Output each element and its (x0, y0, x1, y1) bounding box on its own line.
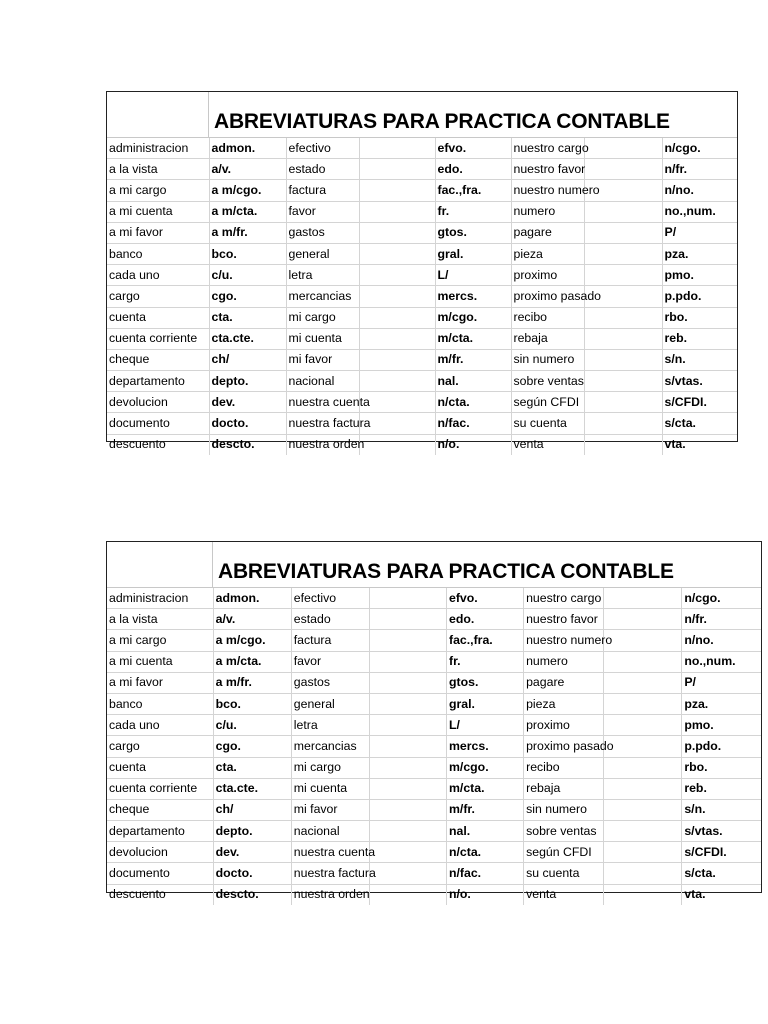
empty-cell (369, 863, 446, 884)
term-cell: nuestra cuenta (286, 392, 359, 413)
abbreviation-cell: n/cgo. (682, 588, 761, 609)
empty-cell (369, 693, 446, 714)
empty-cell (604, 736, 682, 757)
table-row (107, 651, 761, 672)
term-cell: cada uno (107, 265, 209, 286)
term-cell: descuento (107, 884, 213, 905)
table-row (107, 715, 761, 736)
title-blank-cell (107, 92, 209, 137)
abbreviation-cell: n/fac. (446, 863, 523, 884)
abbreviation-cell: vta. (682, 884, 761, 905)
abbreviation-cell: pmo. (662, 265, 737, 286)
abbreviation-cell: gral. (435, 243, 511, 264)
empty-cell (359, 434, 435, 455)
term-cell: nuestro cargo (524, 588, 604, 609)
empty-cell (584, 159, 662, 180)
table-row (107, 609, 761, 630)
term-cell: administracion (107, 138, 209, 159)
empty-cell (604, 609, 682, 630)
term-cell: nacional (291, 821, 369, 842)
term-cell: letra (291, 715, 369, 736)
abbreviation-cell: p.pdo. (682, 736, 761, 757)
empty-cell (584, 265, 662, 286)
empty-cell (359, 307, 435, 328)
abbreviation-cell: n/cta. (446, 842, 523, 863)
table-row (107, 821, 761, 842)
term-cell: cuenta (107, 307, 209, 328)
abbreviation-cell: nal. (435, 371, 511, 392)
term-cell: sobre ventas (524, 821, 604, 842)
empty-cell (604, 630, 682, 651)
empty-cell (604, 715, 682, 736)
sheet-title: ABREVIATURAS PARA PRACTICA CONTABLE (218, 560, 674, 583)
abbreviation-cell: m/cgo. (446, 757, 523, 778)
term-cell: venta (511, 434, 584, 455)
term-cell: pagare (511, 222, 584, 243)
term-cell: numero (511, 201, 584, 222)
abbreviation-cell: n/o. (435, 434, 511, 455)
abbreviation-cell: a m/cta. (213, 651, 291, 672)
abbreviation-cell: p.pdo. (662, 286, 737, 307)
abbreviation-cell: n/o. (446, 884, 523, 905)
term-cell: cheque (107, 349, 209, 370)
term-cell: a mi cuenta (107, 651, 213, 672)
table-row (107, 863, 761, 884)
term-cell: su cuenta (511, 413, 584, 434)
term-cell: nuestra factura (291, 863, 369, 884)
abbreviation-cell: mercs. (446, 736, 523, 757)
abbreviation-cell: cta.cte. (213, 778, 291, 799)
abbreviation-cell: docto. (213, 863, 291, 884)
term-cell: sin numero (511, 349, 584, 370)
abbreviations-table (107, 588, 761, 905)
abbreviation-cell: cta. (213, 757, 291, 778)
term-cell: efectivo (286, 138, 359, 159)
abbreviation-cell: vta. (662, 434, 737, 455)
table-row (107, 413, 737, 434)
term-cell: venta (524, 884, 604, 905)
abbreviation-cell: mercs. (435, 286, 511, 307)
title-row (107, 542, 761, 588)
abbreviation-cell: s/cta. (682, 863, 761, 884)
table-row (107, 222, 737, 243)
term-cell: departamento (107, 371, 209, 392)
table-row (107, 757, 761, 778)
term-cell: a la vista (107, 609, 213, 630)
table-row (107, 434, 737, 455)
term-cell: pieza (511, 243, 584, 264)
term-cell: nacional (286, 371, 359, 392)
term-cell: descuento (107, 434, 209, 455)
empty-cell (359, 138, 435, 159)
empty-cell (369, 778, 446, 799)
abbreviations-sheet-2 (106, 541, 762, 902)
abbreviation-cell: pza. (662, 243, 737, 264)
empty-cell (604, 799, 682, 820)
table-row (107, 630, 761, 651)
abbreviation-cell: edo. (435, 159, 511, 180)
empty-cell (359, 371, 435, 392)
abbreviation-cell: c/u. (209, 265, 286, 286)
table-row (107, 588, 761, 609)
term-cell: sin numero (524, 799, 604, 820)
term-cell: proximo pasado (511, 286, 584, 307)
abbreviation-cell: a m/cgo. (209, 180, 286, 201)
empty-cell (604, 884, 682, 905)
table-row (107, 693, 761, 714)
term-cell: proximo (511, 265, 584, 286)
abbreviation-cell: reb. (662, 328, 737, 349)
empty-cell (584, 392, 662, 413)
term-cell: nuestro cargo (511, 138, 584, 159)
term-cell: documento (107, 863, 213, 884)
empty-cell (584, 307, 662, 328)
term-cell: numero (524, 651, 604, 672)
term-cell: nuestra orden (286, 434, 359, 455)
abbreviation-cell: n/no. (682, 630, 761, 651)
abbreviation-cell: m/cta. (446, 778, 523, 799)
abbreviation-cell: gtos. (435, 222, 511, 243)
term-cell: según CFDI (524, 842, 604, 863)
term-cell: a mi cargo (107, 630, 213, 651)
abbreviation-cell: s/n. (662, 349, 737, 370)
table-row (107, 778, 761, 799)
abbreviation-cell: descto. (209, 434, 286, 455)
empty-cell (369, 672, 446, 693)
table-row (107, 138, 737, 159)
term-cell: recibo (524, 757, 604, 778)
term-cell: letra (286, 265, 359, 286)
term-cell: su cuenta (524, 863, 604, 884)
term-cell: nuestro numero (511, 180, 584, 201)
term-cell: a mi favor (107, 672, 213, 693)
abbreviation-cell: a/v. (209, 159, 286, 180)
abbreviation-cell: c/u. (213, 715, 291, 736)
abbreviation-cell: pmo. (682, 715, 761, 736)
term-cell: cargo (107, 736, 213, 757)
empty-cell (359, 286, 435, 307)
abbreviations-table (107, 138, 737, 455)
term-cell: cuenta (107, 757, 213, 778)
table-row (107, 286, 737, 307)
empty-cell (604, 778, 682, 799)
title-blank-cell (107, 542, 213, 587)
abbreviation-cell: s/cta. (662, 413, 737, 434)
empty-cell (369, 821, 446, 842)
abbreviation-cell: a m/fr. (209, 222, 286, 243)
term-cell: nuestro favor (524, 609, 604, 630)
table-row (107, 349, 737, 370)
empty-cell (359, 265, 435, 286)
abbreviation-cell: s/vtas. (682, 821, 761, 842)
empty-cell (369, 736, 446, 757)
term-cell: gastos (291, 672, 369, 693)
empty-cell (359, 349, 435, 370)
empty-cell (359, 180, 435, 201)
term-cell: mi favor (291, 799, 369, 820)
term-cell: gastos (286, 222, 359, 243)
empty-cell (584, 328, 662, 349)
abbreviation-cell: ch/ (213, 799, 291, 820)
empty-cell (369, 884, 446, 905)
abbreviation-cell: nal. (446, 821, 523, 842)
empty-cell (604, 757, 682, 778)
term-cell: mi cuenta (286, 328, 359, 349)
term-cell: devolucion (107, 392, 209, 413)
abbreviation-cell: n/fr. (682, 609, 761, 630)
abbreviation-cell: fac.,fra. (435, 180, 511, 201)
empty-cell (584, 222, 662, 243)
term-cell: a la vista (107, 159, 209, 180)
empty-cell (369, 630, 446, 651)
table-row (107, 307, 737, 328)
abbreviation-cell: efvo. (446, 588, 523, 609)
abbreviation-cell: m/fr. (446, 799, 523, 820)
table-row (107, 842, 761, 863)
term-cell: rebaja (511, 328, 584, 349)
table-row (107, 392, 737, 413)
empty-cell (359, 222, 435, 243)
term-cell: banco (107, 243, 209, 264)
term-cell: efectivo (291, 588, 369, 609)
term-cell: mi favor (286, 349, 359, 370)
term-cell: general (286, 243, 359, 264)
term-cell: mercancias (291, 736, 369, 757)
term-cell: documento (107, 413, 209, 434)
abbreviation-cell: fr. (435, 201, 511, 222)
term-cell: cargo (107, 286, 209, 307)
abbreviation-cell: a m/cgo. (213, 630, 291, 651)
abbreviation-cell: efvo. (435, 138, 511, 159)
term-cell: según CFDI (511, 392, 584, 413)
term-cell: proximo (524, 715, 604, 736)
abbreviation-cell: fr. (446, 651, 523, 672)
table-row (107, 371, 737, 392)
term-cell: nuestro numero (524, 630, 604, 651)
term-cell: a mi favor (107, 222, 209, 243)
abbreviation-cell: docto. (209, 413, 286, 434)
term-cell: nuestra orden (291, 884, 369, 905)
abbreviation-cell: admon. (209, 138, 286, 159)
abbreviation-cell: m/fr. (435, 349, 511, 370)
empty-cell (604, 863, 682, 884)
empty-cell (369, 651, 446, 672)
abbreviation-cell: descto. (213, 884, 291, 905)
abbreviation-cell: dev. (209, 392, 286, 413)
abbreviation-cell: ch/ (209, 349, 286, 370)
abbreviation-cell: depto. (213, 821, 291, 842)
empty-cell (359, 159, 435, 180)
term-cell: mi cuenta (291, 778, 369, 799)
abbreviation-cell: n/no. (662, 180, 737, 201)
term-cell: cheque (107, 799, 213, 820)
empty-cell (584, 201, 662, 222)
table-row (107, 884, 761, 905)
empty-cell (584, 371, 662, 392)
term-cell: nuestra cuenta (291, 842, 369, 863)
abbreviation-cell: m/cgo. (435, 307, 511, 328)
term-cell: cuenta corriente (107, 778, 213, 799)
abbreviation-cell: no.,num. (662, 201, 737, 222)
abbreviation-cell: P/ (682, 672, 761, 693)
table-row (107, 180, 737, 201)
empty-cell (604, 651, 682, 672)
abbreviation-cell: pza. (682, 693, 761, 714)
abbreviation-cell: n/cta. (435, 392, 511, 413)
abbreviation-cell: rbo. (662, 307, 737, 328)
abbreviation-cell: rbo. (682, 757, 761, 778)
abbreviation-cell: n/fr. (662, 159, 737, 180)
table-row (107, 265, 737, 286)
term-cell: cada uno (107, 715, 213, 736)
table-row (107, 672, 761, 693)
term-cell: pieza (524, 693, 604, 714)
abbreviation-cell: fac.,fra. (446, 630, 523, 651)
abbreviation-cell: cta.cte. (209, 328, 286, 349)
abbreviation-cell: cta. (209, 307, 286, 328)
abbreviation-cell: cgo. (209, 286, 286, 307)
abbreviations-sheet-1 (106, 91, 738, 452)
empty-cell (604, 672, 682, 693)
term-cell: departamento (107, 821, 213, 842)
term-cell: nuestro favor (511, 159, 584, 180)
abbreviation-cell: depto. (209, 371, 286, 392)
term-cell: favor (291, 651, 369, 672)
term-cell: nuestra factura (286, 413, 359, 434)
empty-cell (584, 413, 662, 434)
empty-cell (584, 434, 662, 455)
empty-cell (584, 349, 662, 370)
term-cell: rebaja (524, 778, 604, 799)
term-cell: factura (286, 180, 359, 201)
term-cell: mi cargo (291, 757, 369, 778)
abbreviation-cell: P/ (662, 222, 737, 243)
term-cell: sobre ventas (511, 371, 584, 392)
abbreviation-cell: edo. (446, 609, 523, 630)
empty-cell (584, 243, 662, 264)
empty-cell (604, 693, 682, 714)
empty-cell (584, 138, 662, 159)
term-cell: estado (286, 159, 359, 180)
abbreviation-cell: n/fac. (435, 413, 511, 434)
title-row (107, 92, 737, 138)
abbreviation-cell: a m/fr. (213, 672, 291, 693)
term-cell: favor (286, 201, 359, 222)
abbreviation-cell: no.,num. (682, 651, 761, 672)
term-cell: pagare (524, 672, 604, 693)
empty-cell (359, 243, 435, 264)
abbreviation-cell: a/v. (213, 609, 291, 630)
term-cell: banco (107, 693, 213, 714)
abbreviation-cell: s/n. (682, 799, 761, 820)
term-cell: proximo pasado (524, 736, 604, 757)
abbreviation-cell: s/CFDI. (682, 842, 761, 863)
term-cell: a mi cargo (107, 180, 209, 201)
term-cell: mercancias (286, 286, 359, 307)
empty-cell (359, 392, 435, 413)
table-row (107, 243, 737, 264)
abbreviation-cell: gral. (446, 693, 523, 714)
term-cell: factura (291, 630, 369, 651)
abbreviation-cell: a m/cta. (209, 201, 286, 222)
term-cell: devolucion (107, 842, 213, 863)
empty-cell (604, 588, 682, 609)
table-row (107, 736, 761, 757)
abbreviation-cell: s/vtas. (662, 371, 737, 392)
empty-cell (369, 588, 446, 609)
abbreviation-cell: L/ (446, 715, 523, 736)
table-row (107, 201, 737, 222)
table-row (107, 328, 737, 349)
term-cell: administracion (107, 588, 213, 609)
abbreviation-cell: m/cta. (435, 328, 511, 349)
empty-cell (359, 328, 435, 349)
term-cell: cuenta corriente (107, 328, 209, 349)
abbreviation-cell: reb. (682, 778, 761, 799)
term-cell: mi cargo (286, 307, 359, 328)
abbreviation-cell: cgo. (213, 736, 291, 757)
abbreviation-cell: n/cgo. (662, 138, 737, 159)
abbreviation-cell: bco. (209, 243, 286, 264)
abbreviation-cell: admon. (213, 588, 291, 609)
table-row (107, 159, 737, 180)
table-row (107, 799, 761, 820)
empty-cell (369, 609, 446, 630)
empty-cell (369, 842, 446, 863)
abbreviation-cell: s/CFDI. (662, 392, 737, 413)
empty-cell (369, 757, 446, 778)
sheet-title: ABREVIATURAS PARA PRACTICA CONTABLE (214, 110, 670, 133)
abbreviation-cell: bco. (213, 693, 291, 714)
empty-cell (369, 799, 446, 820)
term-cell: a mi cuenta (107, 201, 209, 222)
term-cell: recibo (511, 307, 584, 328)
empty-cell (604, 842, 682, 863)
term-cell: general (291, 693, 369, 714)
empty-cell (359, 201, 435, 222)
term-cell: estado (291, 609, 369, 630)
abbreviation-cell: dev. (213, 842, 291, 863)
empty-cell (604, 821, 682, 842)
abbreviation-cell: gtos. (446, 672, 523, 693)
abbreviation-cell: L/ (435, 265, 511, 286)
empty-cell (369, 715, 446, 736)
